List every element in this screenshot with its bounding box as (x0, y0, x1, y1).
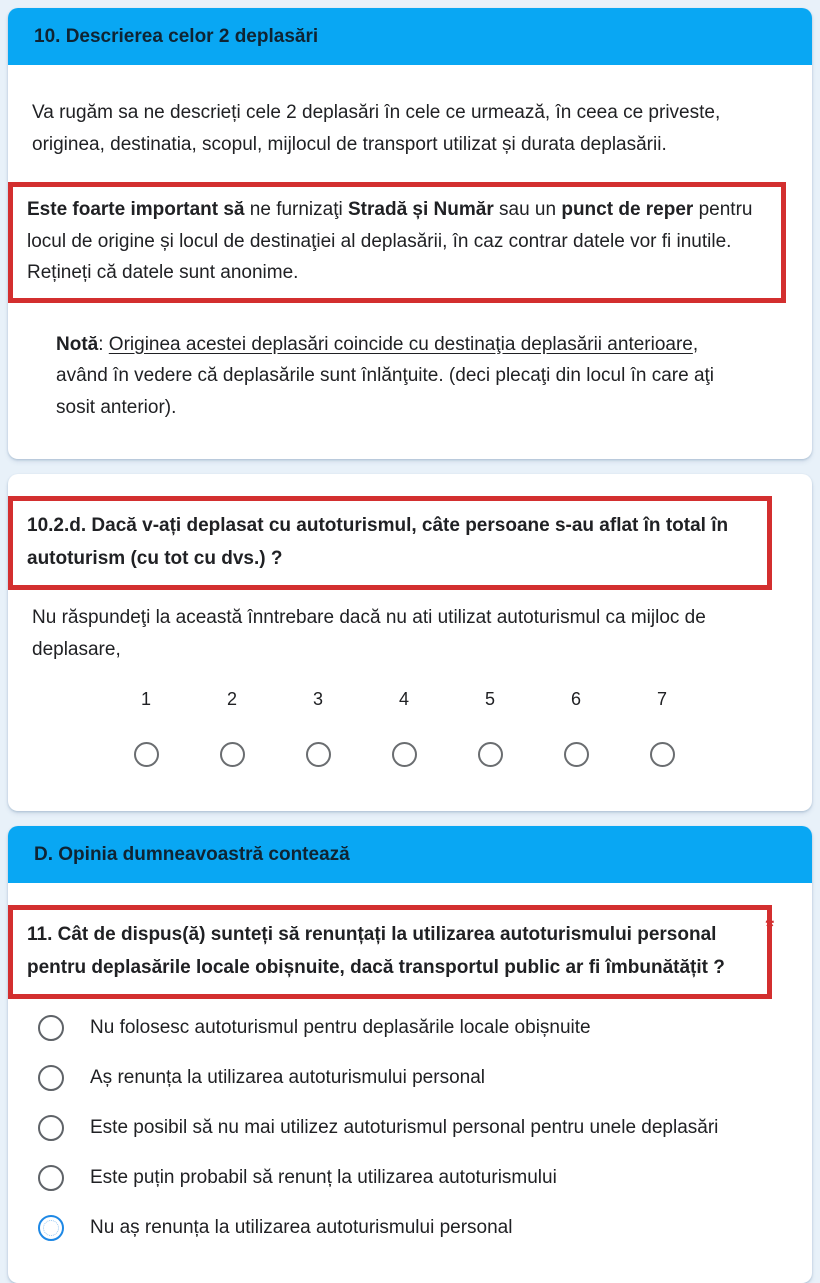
important-notice-box (8, 182, 786, 303)
scale-radio-4[interactable] (392, 742, 417, 767)
scale-option-1[interactable] (103, 689, 189, 767)
section-d-header: D. Opinia dumneavoastră contează (8, 826, 812, 883)
required-asterisk: * (765, 914, 774, 939)
scale-radio-1[interactable] (134, 742, 159, 767)
option-row-would-give-up[interactable] (8, 1053, 812, 1103)
note-underlined-text: Originea acestei deplasări coincide cu destinaţia deplasării anterioare (108, 333, 693, 355)
scale-radio-5[interactable] (478, 742, 503, 767)
scale-option-2[interactable] (189, 689, 275, 767)
option-label-1: Nu folosesc autoturismul pentru deplasările locale obișnuite (90, 1017, 591, 1038)
important-text-3: pentru locul de origine și locul de destinaţiei al deplasării, în caz contrar datele vor fi inutile. Rețineți că datele sunt anonime. (27, 199, 753, 283)
scale-label-7: 7 (656, 689, 667, 709)
note-paragraph (32, 329, 778, 424)
scale-option-4[interactable] (361, 689, 447, 767)
important-bold-3: punct de reper (561, 199, 694, 220)
option-radio-1[interactable] (38, 1015, 64, 1041)
option-label-4: Este puțin probabil să renunț la utilizarea autoturismului (90, 1167, 557, 1188)
option-radio-4[interactable] (38, 1165, 64, 1191)
question-10-2-d-title: 10.2.d. Dacă v-ați deplasat cu autoturismul, câte persoane s-au aflat în total în autoturism (cu tot cu dvs.) ? (8, 496, 772, 590)
scale-option-6[interactable] (533, 689, 619, 767)
card-trip-description (8, 8, 812, 459)
important-bold-2: Stradă și Număr (348, 199, 494, 220)
scale-label-4: 4 (398, 689, 409, 709)
scale-1-to-7 (103, 689, 705, 767)
scale-radio-3[interactable] (306, 742, 331, 767)
scale-radio-6[interactable] (564, 742, 589, 767)
important-text-2: sau un (493, 199, 562, 220)
option-radio-3[interactable] (38, 1115, 64, 1141)
card-question-10-2-d (8, 474, 812, 811)
scale-label-1: 1 (140, 689, 151, 709)
scale-option-7[interactable] (619, 689, 705, 767)
option-row-no-car-use[interactable] (8, 1003, 812, 1053)
scale-radio-7[interactable] (650, 742, 675, 767)
scale-label-5: 5 (484, 689, 495, 709)
option-label-5: Nu aș renunța la utilizarea autoturismului personal (90, 1217, 513, 1238)
scale-option-5[interactable] (447, 689, 533, 767)
note-rest: , având în vedere că deplasările sunt înlănţuite. (deci plecaţi din locul în care aţi sosit anterior). (56, 333, 715, 418)
option-row-would-not-give-up[interactable] (8, 1203, 812, 1253)
scale-label-6: 6 (570, 689, 581, 709)
section-10-header: 10. Descrierea celor 2 deplasări (8, 8, 812, 65)
card-opinion-section (8, 826, 812, 1283)
scale-radio-2[interactable] (220, 742, 245, 767)
important-text-1: ne furnizaţi (244, 199, 348, 220)
note-label: Notă (56, 333, 99, 355)
option-radio-5[interactable] (38, 1215, 64, 1241)
question-11-title: 11. Cât de dispus(ă) sunteți să renunțați la utilizarea autoturismului personal pentru deplasările locale obișnuite, dacă transportul public ar fi îmbunătățit ? (27, 924, 725, 978)
question-10-2-d-subtitle: Nu răspundeţi la această înntrebare dacă nu ati utilizat autoturismul ca mijloc de deplasare, (32, 607, 706, 660)
question-11-title-box (8, 905, 772, 999)
option-row-possible-some-trips[interactable] (8, 1103, 812, 1153)
option-radio-2[interactable] (38, 1065, 64, 1091)
option-label-3: Este posibil să nu mai utilizez autoturismul personal pentru unele deplasări (90, 1117, 719, 1138)
question-11-options (8, 1003, 812, 1283)
option-label-2: Aș renunța la utilizarea autoturismului personal (90, 1067, 485, 1088)
important-bold-1: Este foarte important să (27, 199, 245, 220)
scale-label-2: 2 (226, 689, 237, 709)
scale-option-3[interactable] (275, 689, 361, 767)
option-row-unlikely[interactable] (8, 1153, 812, 1203)
scale-label-3: 3 (312, 689, 323, 709)
note-separator: : (98, 333, 109, 355)
section-10-intro: Va rugăm sa ne descrieți cele 2 deplasări în cele ce urmează, în ceea ce priveste, originea, destinatia, scopul, mijlocul de transport utilizat și durata deplasării. (32, 102, 721, 155)
card-bottom-spacer (8, 767, 812, 811)
